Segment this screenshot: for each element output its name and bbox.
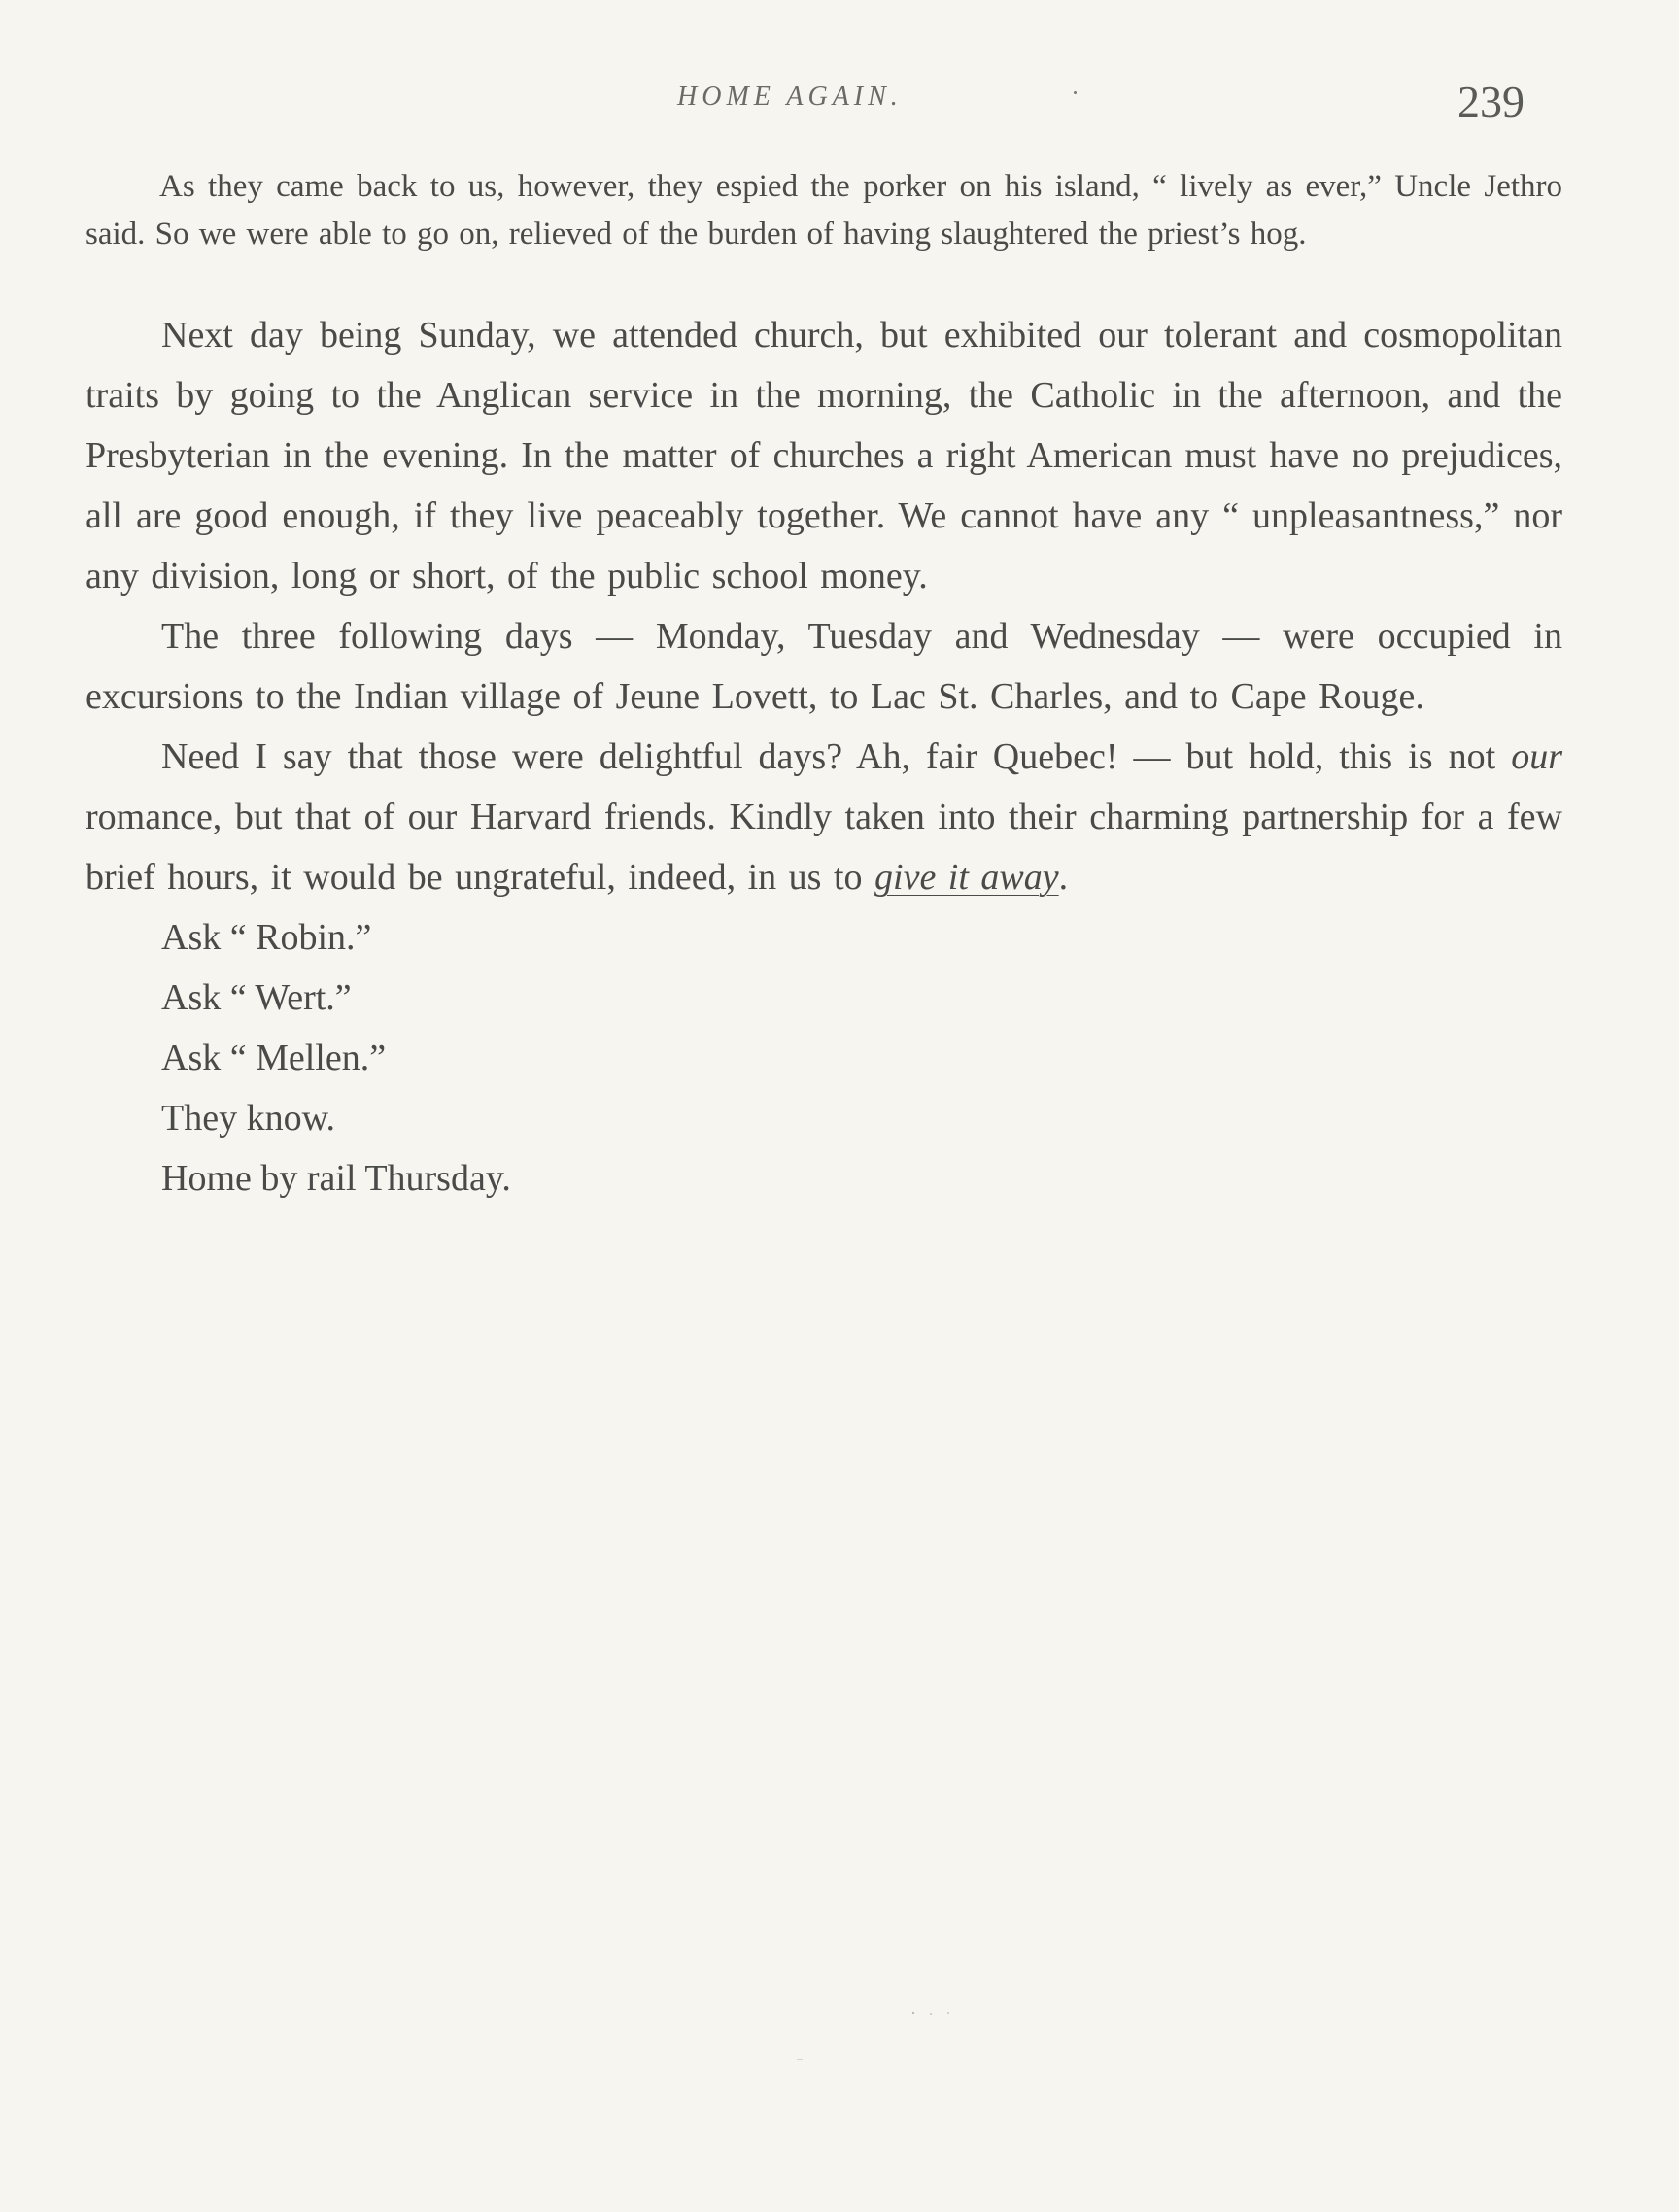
paragraph-porker: As they came back to us, however, they espied the porker on his island, “ lively as ever,” Uncle Jethro said. So we were able to go on, relieved of the burden of having slaughtered the priest’s hog.: [86, 169, 1562, 252]
line-ask-mellen: Ask “ Mellen.”: [161, 1038, 387, 1078]
paper-specks: [719, 2001, 1011, 2079]
paragraph-sunday: Next day being Sunday, we attended church, but exhibited our tolerant and cosmopolitan traits by going to the Anglican service in the morning, the Catholic in the afternoon, and the Presbyterian in the evening. In the matter of churches a right American must have no prejudices, all are good enough, if they live peaceably together. We cannot have any “ unpleasantness,” nor any division, long or short, of the public school money.: [86, 315, 1562, 596]
line-they-know: They know.: [161, 1098, 336, 1139]
running-title: HOME AGAIN.: [677, 82, 903, 112]
running-header: [0, 76, 1679, 144]
line-ask-robin: Ask “ Robin.”: [161, 917, 372, 958]
paragraph-excursions: The three following days — Monday, Tuesday and Wednesday — were occupied in excursions to the Indian village of Jeune Lovett, to Lac St. Charles, and to Cape Rouge.: [86, 616, 1562, 717]
quebec-text-start: Need I say that those were delightful days? Ah, fair Quebec! — but hold, this is not: [161, 736, 1512, 777]
quebec-text-end: .: [1058, 857, 1069, 898]
line-ask-wert: Ask “ Wert.”: [161, 977, 352, 1018]
line-home-by-rail: Home by rail Thursday.: [161, 1158, 511, 1199]
header-dot: [1074, 91, 1077, 94]
italic-our: our: [1511, 736, 1562, 777]
section-gap: [86, 258, 1562, 305]
body-text: [86, 163, 1562, 1208]
paragraph-quebec: [86, 727, 1562, 907]
page-number: 239: [1457, 77, 1525, 126]
italic-give-it-away: give it away: [874, 857, 1059, 898]
quebec-text-middle: romance, but that of our Harvard friends. Kindly taken into their charming partnership for a few brief hours, it would be ungrateful, indeed, in us to: [86, 797, 1562, 898]
